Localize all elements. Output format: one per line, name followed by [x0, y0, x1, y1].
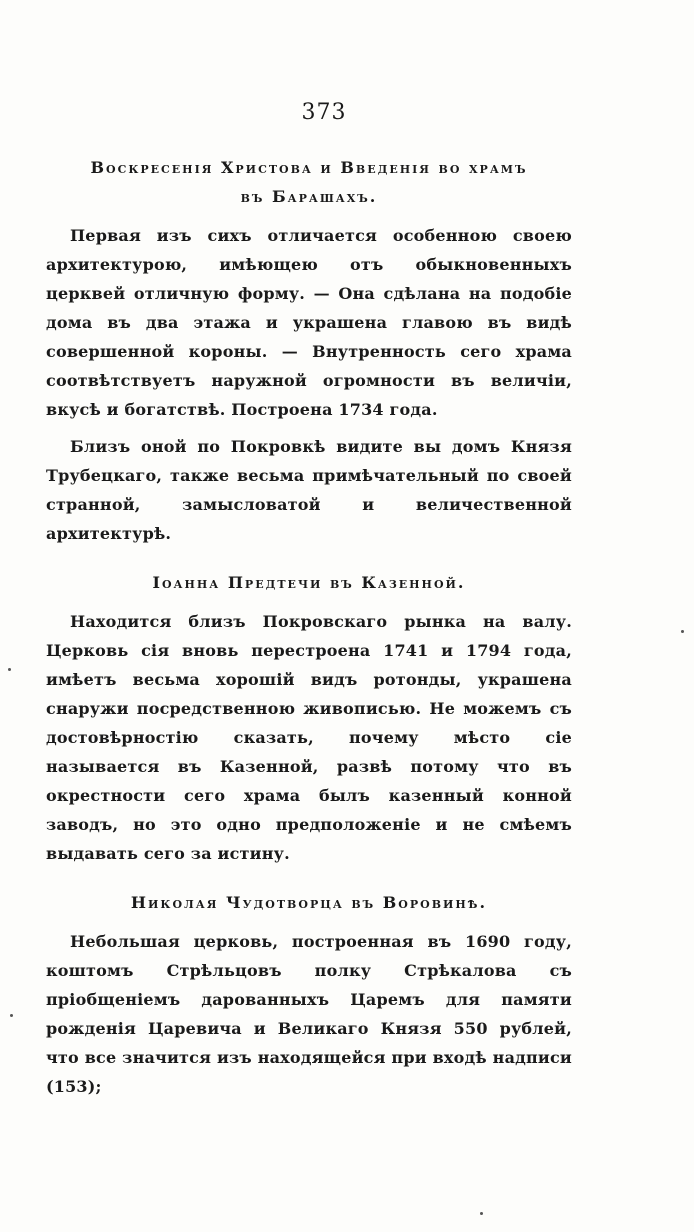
paragraph: Близъ оной по Покровкѣ видите вы домъ Князя Трубецкаго, также весьма примѣчательный по своей странной, замысловатой и величественной архитектурѣ.: [46, 437, 572, 543]
paragraph: Небольшая церковь, построенная въ 1690 году, коштомъ Стрѣльцовъ полку Стрѣкалова съ пріобщеніемъ дарованныхъ Царемъ для памяти рожденія Царевича и Великаго Князя 550 рублей, что все значится изъ находящейся при входѣ надписи (153);: [46, 932, 572, 1096]
section-3: [46, 888, 572, 1101]
scan-speck: [480, 1212, 483, 1215]
section-heading-line: Іоанна Предтечи въ Казенной.: [152, 573, 466, 592]
scan-speck: [10, 1014, 13, 1017]
section-heading-line: въ Барашахъ.: [240, 187, 378, 206]
page-number: 373: [301, 100, 347, 125]
section-heading-line: Воскресенія Христова и Введенія во храмъ: [90, 158, 528, 177]
scan-speck: [681, 630, 684, 633]
paragraph: Первая изъ сихъ отличается особенною своею архитектурою, имѣющею отъ обыкновенныхъ церквей отличную форму. — Она сдѣлана на подобіе дома въ два этажа и украшена главою въ видѣ совершенной короны. — Внутренность сего храма соотвѣтствуетъ наружной огромности въ величіи, вкусѣ и богатствѣ. Построена 1734 года.: [46, 226, 572, 419]
book-page: [46, 100, 572, 1109]
section-heading-line: Николая Чудотворца въ Воровинѣ.: [130, 893, 488, 912]
scan-speck: [8, 668, 11, 671]
section-2: [46, 568, 572, 868]
paragraph: Находится близъ Покровскаго рынка на валу. Церковь сія вновь перестроена 1741 и 1794 года, имѣетъ весьма хорошій видъ ротонды, украшена снаружи посредственною живописью. Не можемъ съ достовѣрностію сказать, почему мѣсто сіе называется въ Казенной, развѣ потому что въ окрестности сего храма былъ казенный конной заводъ, но это одно предположеніе и не смѣемъ выдавать сего за истину.: [46, 612, 572, 863]
section-1: [46, 153, 572, 548]
